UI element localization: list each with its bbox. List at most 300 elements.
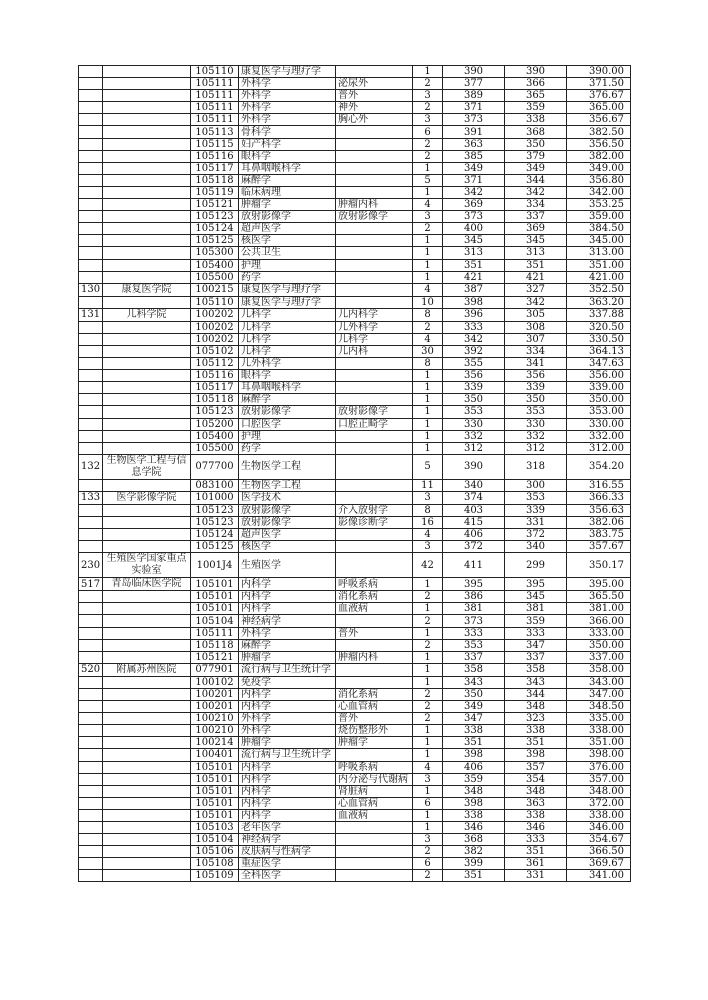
min-score-cell: 299 xyxy=(505,553,567,578)
min-score-cell: 334 xyxy=(505,345,567,357)
major-name-cell: 骨科学 xyxy=(239,126,336,138)
school-name-cell xyxy=(103,199,191,211)
avg-score-cell: 333.00 xyxy=(567,627,631,639)
count-cell: 10 xyxy=(413,296,443,308)
table-row xyxy=(79,737,631,749)
school-code-cell xyxy=(79,211,103,223)
school-code-cell xyxy=(79,541,103,553)
direction-cell xyxy=(336,858,413,870)
table-row xyxy=(79,785,631,797)
school-code-cell xyxy=(79,651,103,663)
max-score-cell: 313 xyxy=(443,247,505,259)
avg-score-cell: 356.00 xyxy=(567,370,631,382)
major-name-cell: 生物医学工程 xyxy=(239,479,336,491)
major-code-cell: 100210 xyxy=(191,713,239,725)
avg-score-cell: 343.00 xyxy=(567,676,631,688)
school-name-cell xyxy=(103,773,191,785)
major-name-cell: 核医学 xyxy=(239,541,336,553)
major-code-cell: 105400 xyxy=(191,259,239,271)
count-cell: 2 xyxy=(413,870,443,882)
school-code-cell: 130 xyxy=(79,283,103,296)
school-code-cell: 133 xyxy=(79,491,103,504)
max-score-cell: 377 xyxy=(443,78,505,90)
table-row xyxy=(79,517,631,529)
max-score-cell: 338 xyxy=(443,725,505,737)
avg-score-cell: 366.50 xyxy=(567,846,631,858)
min-score-cell: 357 xyxy=(505,761,567,773)
school-name-cell xyxy=(103,406,191,418)
major-name-cell: 免疫学 xyxy=(239,676,336,688)
major-name-cell: 皮肤病与性病学 xyxy=(239,846,336,858)
count-cell: 2 xyxy=(413,78,443,90)
direction-cell: 血液病 xyxy=(336,809,413,821)
avg-score-cell: 398.00 xyxy=(567,749,631,761)
avg-score-cell: 366.00 xyxy=(567,615,631,627)
avg-score-cell: 358.00 xyxy=(567,663,631,676)
school-name-cell xyxy=(103,211,191,223)
direction-cell xyxy=(336,430,413,442)
school-code-cell xyxy=(79,761,103,773)
table-row xyxy=(79,308,631,321)
direction-cell xyxy=(336,676,413,688)
count-cell: 1 xyxy=(413,271,443,283)
min-score-cell: 351 xyxy=(505,259,567,271)
school-name-cell xyxy=(103,259,191,271)
major-code-cell: 1001J4 xyxy=(191,553,239,578)
major-code-cell: 105106 xyxy=(191,846,239,858)
direction-cell: 胸心外 xyxy=(336,114,413,126)
count-cell: 2 xyxy=(413,321,443,333)
max-score-cell: 387 xyxy=(443,283,505,296)
direction-cell xyxy=(336,259,413,271)
direction-cell: 消化系病 xyxy=(336,688,413,700)
table-row xyxy=(79,846,631,858)
school-code-cell xyxy=(79,430,103,442)
max-score-cell: 342 xyxy=(443,333,505,345)
school-name-cell xyxy=(103,603,191,615)
school-name-cell xyxy=(103,102,191,114)
direction-cell xyxy=(336,126,413,138)
min-score-cell: 346 xyxy=(505,821,567,833)
school-name-cell xyxy=(103,418,191,430)
school-code-cell xyxy=(79,749,103,761)
major-name-cell: 核医学 xyxy=(239,235,336,247)
min-score-cell: 330 xyxy=(505,418,567,430)
direction-cell: 放射影像学 xyxy=(336,211,413,223)
table-row xyxy=(79,529,631,541)
min-score-cell: 344 xyxy=(505,174,567,186)
school-name-cell xyxy=(103,126,191,138)
major-code-cell: 105117 xyxy=(191,162,239,174)
count-cell: 1 xyxy=(413,809,443,821)
direction-cell xyxy=(336,358,413,370)
table-row xyxy=(79,870,631,882)
major-code-cell: 105117 xyxy=(191,382,239,394)
table-row xyxy=(79,283,631,296)
table-row xyxy=(79,834,631,846)
avg-score-cell: 347.00 xyxy=(567,688,631,700)
avg-score-cell: 372.00 xyxy=(567,797,631,809)
min-score-cell: 379 xyxy=(505,150,567,162)
school-code-cell xyxy=(79,394,103,406)
direction-cell: 普外 xyxy=(336,627,413,639)
min-score-cell: 342 xyxy=(505,186,567,198)
avg-score-cell: 320.50 xyxy=(567,321,631,333)
avg-score-cell: 356.80 xyxy=(567,174,631,186)
max-score-cell: 342 xyxy=(443,186,505,198)
direction-cell xyxy=(336,615,413,627)
direction-cell: 儿内科学 xyxy=(336,308,413,321)
school-code-cell xyxy=(79,138,103,150)
table-row xyxy=(79,259,631,271)
direction-cell: 儿科学 xyxy=(336,333,413,345)
max-score-cell: 346 xyxy=(443,821,505,833)
major-name-cell: 眼科学 xyxy=(239,370,336,382)
school-code-cell xyxy=(79,821,103,833)
avg-score-cell: 338.00 xyxy=(567,725,631,737)
table-row xyxy=(79,345,631,357)
direction-cell: 心血管病 xyxy=(336,797,413,809)
min-score-cell: 349 xyxy=(505,162,567,174)
school-name-cell xyxy=(103,223,191,235)
max-score-cell: 345 xyxy=(443,235,505,247)
max-score-cell: 349 xyxy=(443,701,505,713)
school-name-cell xyxy=(103,66,191,78)
table-row xyxy=(79,321,631,333)
avg-score-cell: 356.67 xyxy=(567,114,631,126)
table-row xyxy=(79,491,631,504)
major-name-cell: 药学 xyxy=(239,271,336,283)
school-name-cell xyxy=(103,846,191,858)
count-cell: 1 xyxy=(413,406,443,418)
major-name-cell: 外科学 xyxy=(239,90,336,102)
school-code-cell xyxy=(79,162,103,174)
avg-score-cell: 364.13 xyxy=(567,345,631,357)
major-name-cell: 生物医学工程 xyxy=(239,454,336,479)
max-score-cell: 399 xyxy=(443,858,505,870)
count-cell: 3 xyxy=(413,491,443,504)
direction-cell: 呼吸系病 xyxy=(336,578,413,591)
school-code-cell xyxy=(79,370,103,382)
major-code-cell: 105300 xyxy=(191,247,239,259)
major-name-cell: 外科学 xyxy=(239,114,336,126)
direction-cell xyxy=(336,162,413,174)
min-score-cell: 308 xyxy=(505,321,567,333)
min-score-cell: 331 xyxy=(505,870,567,882)
count-cell: 1 xyxy=(413,259,443,271)
avg-score-cell: 351.00 xyxy=(567,737,631,749)
direction-cell xyxy=(336,639,413,651)
major-code-cell: 105500 xyxy=(191,271,239,283)
school-code-cell xyxy=(79,773,103,785)
school-code-cell xyxy=(79,688,103,700)
table-row xyxy=(79,223,631,235)
count-cell: 4 xyxy=(413,529,443,541)
count-cell: 1 xyxy=(413,737,443,749)
count-cell: 1 xyxy=(413,247,443,259)
min-score-cell: 339 xyxy=(505,382,567,394)
max-score-cell: 372 xyxy=(443,541,505,553)
count-cell: 1 xyxy=(413,382,443,394)
direction-cell xyxy=(336,150,413,162)
school-code-cell xyxy=(79,713,103,725)
school-name-cell xyxy=(103,688,191,700)
direction-cell xyxy=(336,370,413,382)
school-name-cell xyxy=(103,186,191,198)
avg-score-cell: 366.33 xyxy=(567,491,631,504)
school-name-cell: 康复医学院 xyxy=(103,283,191,296)
max-score-cell: 371 xyxy=(443,174,505,186)
count-cell: 6 xyxy=(413,797,443,809)
major-code-cell: 105111 xyxy=(191,78,239,90)
min-score-cell: 351 xyxy=(505,846,567,858)
max-score-cell: 351 xyxy=(443,737,505,749)
max-score-cell: 421 xyxy=(443,271,505,283)
major-name-cell: 口腔医学 xyxy=(239,418,336,430)
min-score-cell: 332 xyxy=(505,430,567,442)
min-score-cell: 333 xyxy=(505,834,567,846)
major-code-cell: 105103 xyxy=(191,821,239,833)
major-name-cell: 神经病学 xyxy=(239,834,336,846)
min-score-cell: 354 xyxy=(505,773,567,785)
avg-score-cell: 350.00 xyxy=(567,394,631,406)
school-code-cell xyxy=(79,259,103,271)
count-cell: 2 xyxy=(413,639,443,651)
major-code-cell: 105109 xyxy=(191,870,239,882)
max-score-cell: 368 xyxy=(443,834,505,846)
major-code-cell: 105111 xyxy=(191,90,239,102)
major-name-cell: 护理 xyxy=(239,430,336,442)
major-name-cell: 内科学 xyxy=(239,809,336,821)
major-name-cell: 麻醉学 xyxy=(239,174,336,186)
direction-cell xyxy=(336,529,413,541)
table-row xyxy=(79,235,631,247)
direction-cell: 血液病 xyxy=(336,603,413,615)
avg-score-cell: 339.00 xyxy=(567,382,631,394)
major-code-cell: 105400 xyxy=(191,430,239,442)
direction-cell: 肿瘤内科 xyxy=(336,199,413,211)
table-row xyxy=(79,858,631,870)
school-name-cell xyxy=(103,333,191,345)
min-score-cell: 353 xyxy=(505,491,567,504)
min-score-cell: 351 xyxy=(505,737,567,749)
count-cell: 2 xyxy=(413,701,443,713)
major-name-cell: 内科学 xyxy=(239,603,336,615)
school-code-cell: 520 xyxy=(79,663,103,676)
major-name-cell: 儿科学 xyxy=(239,308,336,321)
major-code-cell: 105118 xyxy=(191,174,239,186)
max-score-cell: 390 xyxy=(443,454,505,479)
table-row xyxy=(79,138,631,150)
school-name-cell xyxy=(103,858,191,870)
avg-score-cell: 356.50 xyxy=(567,138,631,150)
avg-score-cell: 384.50 xyxy=(567,223,631,235)
major-code-cell: 105118 xyxy=(191,394,239,406)
major-name-cell: 眼科学 xyxy=(239,150,336,162)
count-cell: 4 xyxy=(413,283,443,296)
major-code-cell: 105116 xyxy=(191,150,239,162)
min-score-cell: 331 xyxy=(505,517,567,529)
min-score-cell: 348 xyxy=(505,785,567,797)
school-code-cell xyxy=(79,78,103,90)
school-code-cell xyxy=(79,529,103,541)
school-name-cell: 生殖医学国家重点实验室 xyxy=(103,553,191,578)
direction-cell xyxy=(336,663,413,676)
major-name-cell: 护理 xyxy=(239,259,336,271)
major-name-cell: 妇产科学 xyxy=(239,138,336,150)
max-score-cell: 415 xyxy=(443,517,505,529)
major-name-cell: 公共卫生 xyxy=(239,247,336,259)
direction-cell xyxy=(336,442,413,454)
major-name-cell: 肿瘤学 xyxy=(239,737,336,749)
table-row xyxy=(79,479,631,491)
table-row xyxy=(79,688,631,700)
score-table-body xyxy=(79,66,631,882)
count-cell: 4 xyxy=(413,199,443,211)
count-cell: 3 xyxy=(413,114,443,126)
max-score-cell: 339 xyxy=(443,382,505,394)
school-code-cell: 132 xyxy=(79,454,103,479)
max-score-cell: 385 xyxy=(443,150,505,162)
major-code-cell: 100214 xyxy=(191,737,239,749)
school-code-cell xyxy=(79,358,103,370)
major-name-cell: 儿科学 xyxy=(239,321,336,333)
school-code-cell xyxy=(79,442,103,454)
school-code-cell xyxy=(79,639,103,651)
avg-score-cell: 363.20 xyxy=(567,296,631,308)
table-row xyxy=(79,797,631,809)
major-code-cell: 105101 xyxy=(191,761,239,773)
school-name-cell xyxy=(103,834,191,846)
major-code-cell: 105101 xyxy=(191,809,239,821)
avg-score-cell: 376.67 xyxy=(567,90,631,102)
table-row xyxy=(79,78,631,90)
min-score-cell: 338 xyxy=(505,725,567,737)
min-score-cell: 365 xyxy=(505,90,567,102)
count-cell: 3 xyxy=(413,834,443,846)
direction-cell: 儿外科学 xyxy=(336,321,413,333)
min-score-cell: 366 xyxy=(505,78,567,90)
max-score-cell: 332 xyxy=(443,430,505,442)
major-code-cell: 105119 xyxy=(191,186,239,198)
max-score-cell: 386 xyxy=(443,591,505,603)
major-code-cell: 105118 xyxy=(191,639,239,651)
direction-cell xyxy=(336,870,413,882)
min-score-cell: 312 xyxy=(505,442,567,454)
table-row xyxy=(79,199,631,211)
school-code-cell xyxy=(79,150,103,162)
table-row xyxy=(79,749,631,761)
major-code-cell: 105101 xyxy=(191,773,239,785)
school-code-cell xyxy=(79,479,103,491)
max-score-cell: 373 xyxy=(443,211,505,223)
school-code-cell xyxy=(79,186,103,198)
min-score-cell: 345 xyxy=(505,235,567,247)
count-cell: 4 xyxy=(413,761,443,773)
avg-score-cell: 376.00 xyxy=(567,761,631,773)
max-score-cell: 330 xyxy=(443,418,505,430)
major-code-cell: 105116 xyxy=(191,370,239,382)
school-code-cell xyxy=(79,223,103,235)
direction-cell: 肾脏病 xyxy=(336,785,413,797)
avg-score-cell: 382.50 xyxy=(567,126,631,138)
major-name-cell: 内科学 xyxy=(239,785,336,797)
count-cell: 2 xyxy=(413,688,443,700)
major-code-cell: 105123 xyxy=(191,504,239,516)
direction-cell xyxy=(336,846,413,858)
school-name-cell xyxy=(103,138,191,150)
direction-cell: 烧伤整形外 xyxy=(336,725,413,737)
table-row xyxy=(79,102,631,114)
major-code-cell: 105104 xyxy=(191,834,239,846)
direction-cell: 儿内科 xyxy=(336,345,413,357)
major-code-cell: 105101 xyxy=(191,603,239,615)
table-row xyxy=(79,90,631,102)
table-row xyxy=(79,418,631,430)
min-score-cell: 344 xyxy=(505,688,567,700)
count-cell: 3 xyxy=(413,90,443,102)
min-score-cell: 350 xyxy=(505,394,567,406)
school-name-cell xyxy=(103,541,191,553)
major-name-cell: 放射影像学 xyxy=(239,211,336,223)
school-name-cell xyxy=(103,504,191,516)
school-name-cell xyxy=(103,370,191,382)
major-name-cell: 内科学 xyxy=(239,688,336,700)
max-score-cell: 356 xyxy=(443,370,505,382)
major-name-cell: 重症医学 xyxy=(239,858,336,870)
table-row xyxy=(79,773,631,785)
school-code-cell xyxy=(79,834,103,846)
major-code-cell: 105101 xyxy=(191,785,239,797)
major-name-cell: 内科学 xyxy=(239,797,336,809)
max-score-cell: 333 xyxy=(443,627,505,639)
direction-cell xyxy=(336,138,413,150)
school-name-cell xyxy=(103,737,191,749)
major-code-cell: 100215 xyxy=(191,283,239,296)
school-name-cell xyxy=(103,442,191,454)
avg-score-cell: 342.00 xyxy=(567,186,631,198)
major-code-cell: 083100 xyxy=(191,479,239,491)
count-cell: 6 xyxy=(413,126,443,138)
table-row xyxy=(79,504,631,516)
direction-cell: 放射影像学 xyxy=(336,406,413,418)
major-code-cell: 105110 xyxy=(191,296,239,308)
table-row xyxy=(79,591,631,603)
max-score-cell: 398 xyxy=(443,749,505,761)
avg-score-cell: 313.00 xyxy=(567,247,631,259)
max-score-cell: 403 xyxy=(443,504,505,516)
max-score-cell: 374 xyxy=(443,491,505,504)
major-name-cell: 生殖医学 xyxy=(239,553,336,578)
max-score-cell: 400 xyxy=(443,223,505,235)
school-code-cell xyxy=(79,615,103,627)
min-score-cell: 342 xyxy=(505,296,567,308)
direction-cell xyxy=(336,223,413,235)
max-score-cell: 363 xyxy=(443,138,505,150)
table-row xyxy=(79,150,631,162)
table-row xyxy=(79,430,631,442)
min-score-cell: 356 xyxy=(505,370,567,382)
school-code-cell xyxy=(79,517,103,529)
max-score-cell: 371 xyxy=(443,102,505,114)
school-code-cell: 230 xyxy=(79,553,103,578)
count-cell: 1 xyxy=(413,430,443,442)
max-score-cell: 351 xyxy=(443,259,505,271)
school-code-cell xyxy=(79,271,103,283)
table-row xyxy=(79,66,631,78)
score-table xyxy=(78,65,631,882)
min-score-cell: 390 xyxy=(505,66,567,78)
